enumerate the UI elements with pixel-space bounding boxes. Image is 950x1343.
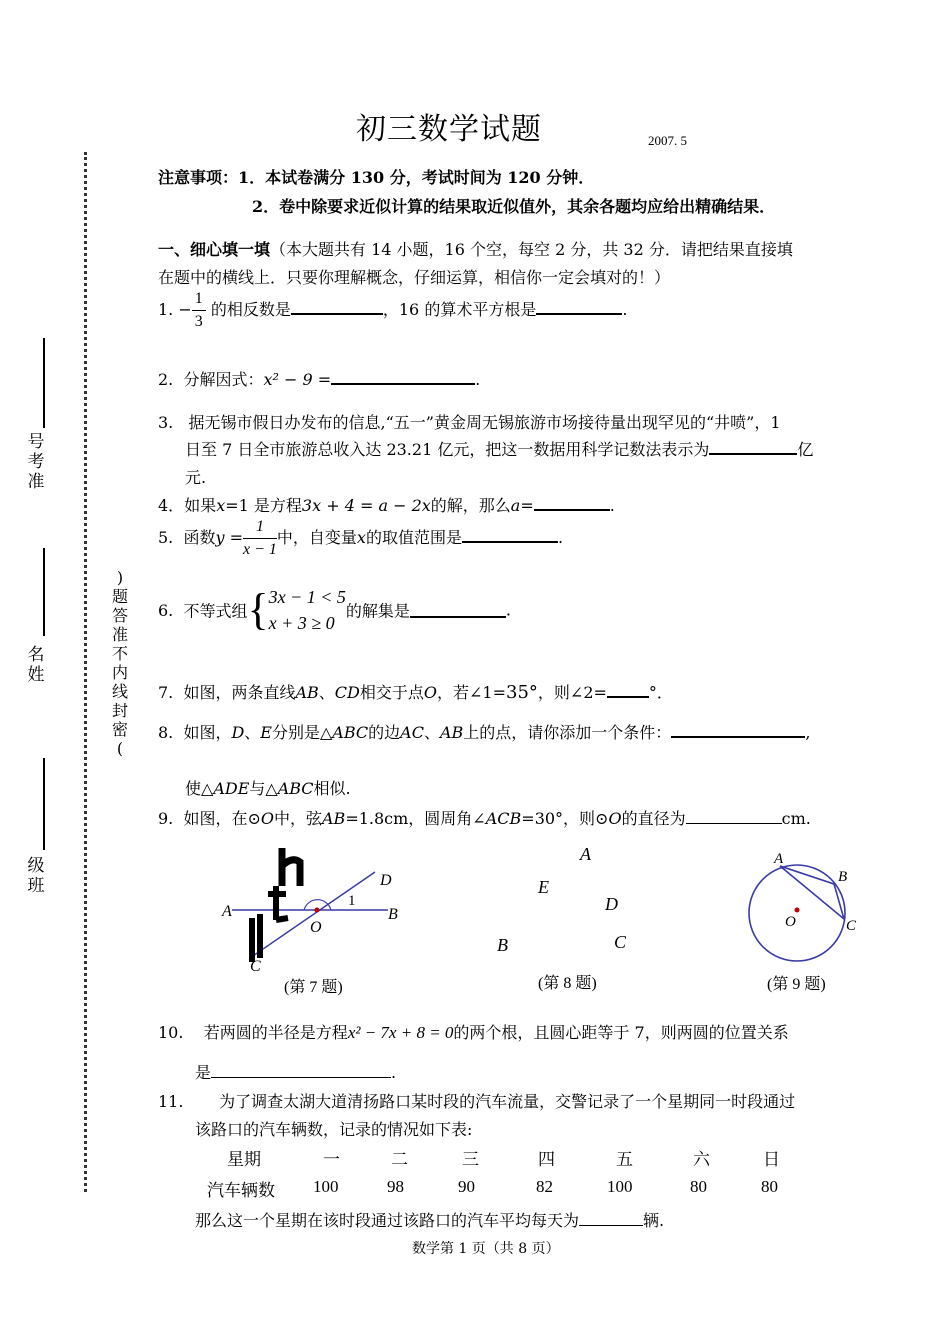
question-11 [158,1089,795,1112]
q10-end: . [391,1063,397,1082]
q8-abc: ABC [332,723,369,742]
q6-end: . [505,600,511,620]
question-11-line-3 [195,1208,664,1231]
fig7-handwriting-h [282,848,300,886]
q2-end: . [475,370,481,389]
q8-text-d: 上的点，请你添加一个条件： [463,723,672,742]
q1-text-a: 的相反数是 [210,300,291,319]
page-title: 初三数学试题 [356,112,542,147]
figure-9 [735,842,885,1002]
notice-label: 注意事项： [158,168,239,187]
q11-line-3-a: 那么这一个星期在该时段通过该路口的汽车平均每天为 [195,1211,580,1230]
class-line [43,758,45,850]
q8-end: , [805,723,811,742]
fig8-label-a: A [580,844,591,864]
q9-number: 9. [158,809,174,828]
q5-text-a: 函数 [183,528,216,547]
fig8-label-c: C [614,932,627,952]
q7-ab: AB [295,683,319,702]
table-count-7: 80 [761,1177,778,1196]
q7-number: 7. [158,683,174,702]
q6-text-a: 不等式组 [183,601,248,621]
q7-text-c: ，若∠1= [437,683,506,702]
table-count-3: 90 [458,1177,475,1196]
fig9-label-a: A [774,851,784,867]
table-day-2: 二 [391,1150,408,1169]
q7-text-e: °． [648,683,673,702]
question-6 [158,584,511,636]
q3-line-3: 元. [185,468,207,487]
question-10-line-2 [195,1060,396,1083]
question-10 [158,1020,789,1043]
q11-line-2: 该路口的汽车辆数，记录的情况如下表: [195,1120,473,1139]
q9-o-2: O [608,809,622,828]
fig9-label-c: C [846,918,857,934]
q3-answer-blank[interactable] [709,439,797,455]
q10-answer-blank[interactable] [211,1063,391,1078]
q5-lhs: y = [215,528,243,547]
q4-text-d: = [520,496,534,515]
section-intro-b: 在题中的横线上．只要你理解概念，仔细运算，相信你一定会填对的！） [158,268,671,287]
section-intro-a: （本大题共有 14 小题，16 个空，每空 2 分，共 32 分．请把结果直接填 [270,240,793,259]
fig7-line-cd [250,872,375,958]
q8-line-2-a: 使△ [185,779,214,798]
q6-text-b: 的解集是 [345,601,410,621]
table-day-1: 一 [323,1150,340,1169]
section-intro-line-1 [158,237,793,260]
q6-system [269,584,346,636]
q9-o: O [260,809,274,828]
name-line [43,548,45,636]
q8-sep-2: 、 [423,723,440,742]
fig7-label-a: A [222,903,232,920]
q8-e: E [260,723,272,742]
q5-text-c: 的取值范围是 [365,528,462,547]
q8-ab: AB [439,723,464,742]
fig7-label-d: D [380,872,392,889]
q6-inequality-1: 3x − 1 < 5 [268,587,346,607]
q5-answer-blank[interactable] [462,527,558,543]
q2-text: 分解因式： [183,370,264,389]
q6-brace: { [247,585,269,634]
q7-cd: CD [334,683,360,702]
q4-text-a: 如果 [184,496,217,515]
q2-expression: x² − 9 = [263,370,332,389]
fig9-center-o [795,908,800,913]
table-count-2: 98 [387,1177,404,1196]
question-5 [158,516,563,561]
q1-fraction [192,288,206,333]
q5-frac-den: x − 1 [242,541,277,558]
fig9-label-o: O [785,914,796,930]
table-count-4: 82 [536,1177,553,1196]
q5-var: x [356,528,366,547]
table-header-count: 汽车辆数 [207,1181,275,1200]
q9-text-b: 中，弦 [273,809,322,828]
name-label: 名姓 [27,645,45,685]
table-day-4: 四 [538,1150,555,1169]
q6-answer-blank[interactable] [410,602,506,618]
q9-text-a: 如图，在⊙ [183,809,261,828]
question-4 [158,493,615,516]
q7-angle: 35° [506,682,538,703]
q4-var-x: x [216,496,226,515]
q9-text-d: =30°，则⊙ [521,809,609,828]
q1-number: 1. − [158,300,192,319]
q5-end: . [557,528,564,547]
q11-line-3-b: 辆. [643,1211,665,1230]
q8-number: 8. [158,723,174,742]
fig9-label-b: B [838,869,848,885]
q2-number: 2. [158,370,174,389]
fig7-label-c: C [250,958,261,975]
table-count-5: 100 [607,1177,633,1196]
q11-number: 11. [158,1092,184,1111]
q1-frac-num: 1 [192,288,206,311]
q10-number: 10. [158,1023,184,1042]
q6-inequality-2: x + 3 ≥ 0 [268,613,335,633]
q3-line-1: 据无锡市假日办发布的信息,“五一”黄金周无锡旅游市场接待量出现罕见的“井喷”，1 [188,413,781,432]
q1-end: . [622,300,628,319]
q8-text-b: 分别是△ [271,723,333,742]
q11-line-1: 为了调查太湖大道清扬路口某时段的汽车流量，交警记录了一个星期同一时段通过 [219,1092,796,1111]
notice-line-1 [158,165,594,188]
table-count-1: 100 [313,1177,339,1196]
q5-number: 5. [158,528,174,547]
exam-no-label: 号考准 [27,432,45,492]
figure-7 [210,838,430,1003]
fig9-triangle [780,866,844,919]
q1-text-b: ，16 的算术平方根是 [382,300,537,319]
fig8-label-b: B [497,935,508,955]
q7-text-a: 如图，两条直线 [183,683,296,702]
q9-ab: AB [322,809,346,828]
q7-text-d: ，则∠2= [537,683,607,702]
table-count-6: 80 [690,1177,707,1196]
q4-text-c: 的解，那么 [430,496,511,515]
table-day-7: 日 [763,1150,780,1169]
exam-date: 2007. 5 [648,133,687,148]
table-day-3: 三 [462,1150,479,1169]
q4-answer-blank[interactable] [534,495,610,511]
q4-number: 4． [158,496,185,515]
q8-ade: ADE [213,779,250,798]
q8-line-2-b: 与△ [249,779,278,798]
q8-d: D [231,723,245,742]
fig7-label-o: O [310,919,322,936]
question-2 [158,367,480,390]
question-7 [158,680,673,703]
fig8-caption: (第 8 题) [538,975,597,992]
q1-frac-den: 3 [194,313,203,330]
q4-text-b: =1 是方程 [225,496,302,515]
q4-equation: 3x + 4 = a − 2x [301,496,431,515]
fig7-caption: (第 7 题) [284,979,343,996]
q8-text-c: 的边 [368,723,401,742]
table-header-day: 星期 [227,1150,261,1169]
q7-text-b: 相交于点 [359,683,424,702]
q8-abc-2: ABC [277,779,314,798]
q7-o: O [423,683,437,702]
q9-text-e: 的直径为 [621,809,686,828]
q10-text-b: 的两个根，且圆心距等于 7，则两圆的位置关系 [453,1023,789,1042]
q3-line-2-end: 亿 [797,440,814,459]
q9-text-c: =1.8cm，圆周角∠ [345,809,486,828]
question-3-line-1 [158,410,781,433]
q7-answer-blank[interactable] [607,682,649,698]
seal-dotted-line [84,152,87,1192]
table-day-6: 六 [693,1150,710,1169]
fig7-label-b: B [388,906,398,923]
fig7-handwriting-t [268,886,288,920]
q2-answer-blank[interactable] [331,369,475,385]
q10-line-2: 是 [195,1063,212,1082]
q1-answer-blank-1[interactable] [291,299,383,315]
q9-acb: ACB [485,809,522,828]
table-day-5: 五 [616,1150,633,1169]
section-heading: 一、细心填一填 [158,240,271,259]
exam-no-line [43,338,45,428]
q8-line-2-c: 相似. [313,779,351,798]
q6-number: 6. [158,600,174,620]
seal-notice: )题答准不内线封密( [111,568,128,758]
q10-equation: x² − 7x + 8 = 0 [347,1023,454,1042]
question-8 [158,720,810,743]
q9-end: cm. [781,809,811,828]
q1-answer-blank-2[interactable] [536,299,622,315]
notice-item-2: 2．卷中除要求近似计算的结果取近似值外，其余各题均应给出精确结果． [252,197,776,216]
q11-answer-blank[interactable] [579,1211,643,1226]
question-8-line-2 [185,776,351,799]
q5-text-b: 中，自变量 [276,528,357,547]
fig7-label-angle-1: 1 [348,893,356,909]
page-footer: 数学第 1 页（共 8 页） [412,1241,560,1257]
question-1 [158,288,627,333]
notice-item-1: 1．本试卷满分 130 分，考试时间为 120 分钟． [238,168,595,187]
class-label: 级班 [27,856,45,896]
q4-end: . [609,496,615,515]
q7-sep: 、 [318,683,335,702]
q4-var-a: a [510,496,521,515]
q8-answer-blank[interactable] [671,722,805,738]
q3-line-2: 日至 7 日全市旅游总收入达 23.21 亿元，把这一数据用科学记数法表示为 [185,440,710,459]
q8-sep: 、 [244,723,261,742]
fig8-label-e: E [538,877,549,897]
q9-answer-blank[interactable] [686,809,782,824]
figure-8 [480,838,660,1003]
question-3-line-2 [185,437,813,460]
question-9 [158,806,811,829]
q8-text-a: 如图， [183,723,232,742]
fig8-label-d: D [605,894,618,914]
q5-fraction [243,516,277,561]
q3-number: 3. [158,413,174,432]
fig7-point-o [315,908,320,913]
q5-frac-num: 1 [243,516,277,539]
fig7-handwriting-l [252,914,260,962]
q10-text-a: 若两圆的半径是方程 [203,1023,348,1042]
fig9-caption: (第 9 题) [767,976,826,993]
q8-ac: AC [400,723,424,742]
